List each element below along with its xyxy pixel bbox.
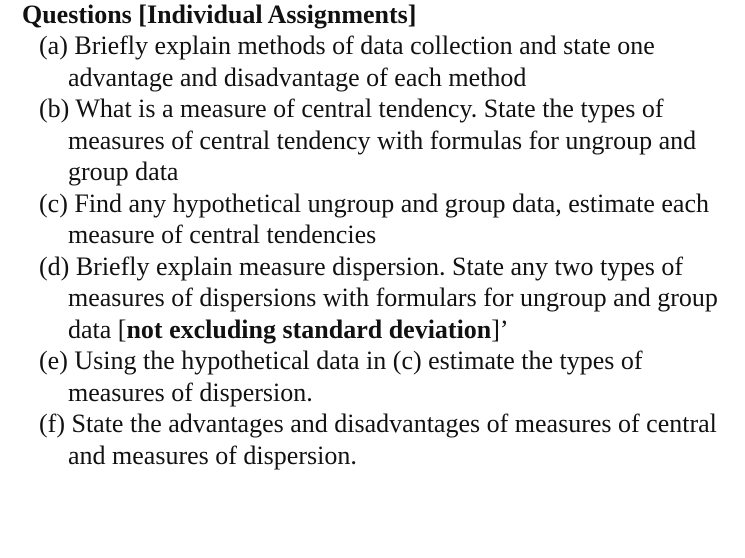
question-text: Find any hypothetical ungroup and group data, estimate each measure of central tendencies: [68, 188, 710, 249]
question-text: What is a measure of central tendency. State the types of measures of central tendency with formulas for ungroup and group data: [68, 94, 697, 186]
question-label: (b): [39, 94, 70, 123]
question-tail-text: ]’: [491, 314, 509, 344]
question-label: (c): [39, 188, 68, 218]
document-heading: Questions [Individual Assignments]: [22, 0, 417, 29]
question-label: (d): [39, 251, 70, 281]
question-a: [22, 30, 740, 93]
question-text: Using the hypothetical data in (c) estimate the types of measures of dispersion.: [68, 346, 643, 407]
question-label: (f): [39, 409, 65, 438]
question-f: [22, 408, 740, 471]
question-d: [22, 251, 740, 346]
question-c: [22, 188, 740, 251]
question-text: Briefly explain measure dispersion. State any two types of measures of dispersions with formulars for ungroup and group data [: [68, 251, 718, 344]
question-text: Briefly explain methods of data collection and state one advantage and disadvantage of each method: [68, 31, 655, 92]
question-bold-text: not excluding standard deviation: [126, 314, 492, 344]
question-e: [22, 345, 740, 408]
question-b: [22, 93, 740, 188]
question-list: [22, 30, 740, 471]
question-label: (e): [39, 346, 68, 375]
question-text: State the advantages and disadvantages of measures of central and measures of dispersion.: [68, 409, 717, 470]
assignment-document: [22, 0, 740, 471]
question-label: (a): [39, 31, 68, 60]
